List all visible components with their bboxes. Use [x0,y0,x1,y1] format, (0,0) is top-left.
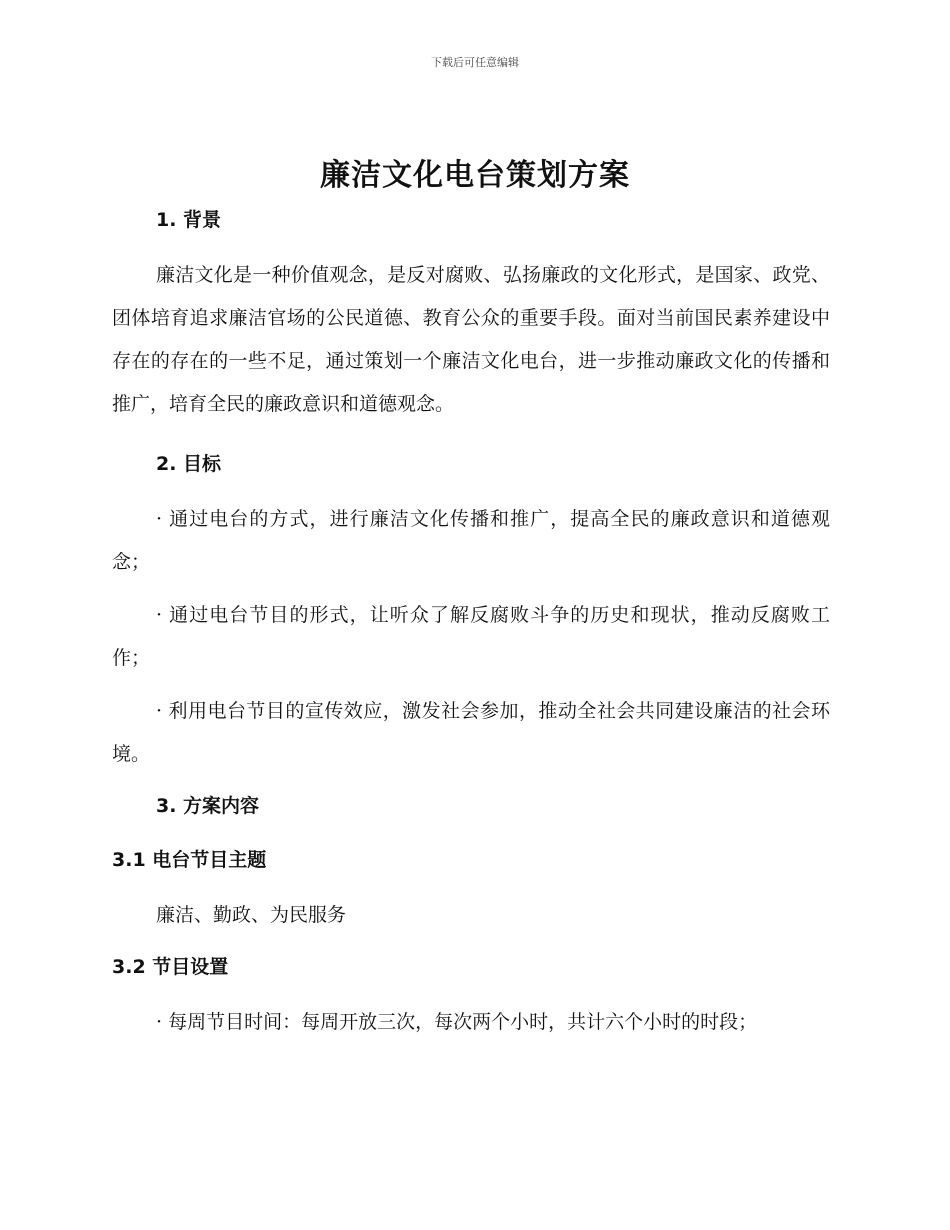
document-body [112,200,830,1054]
goal-item: · 利用电台节目的宣传效应，激发社会参加，推动全社会共同建设廉洁的社会环境。 [112,700,830,765]
settings-item: · 每周节目时间：每周开放三次，每次两个小时，共计六个小时的时段； [156,1011,758,1033]
theme-text: 廉洁、勤政、为民服务 [156,904,347,926]
document-title: 廉洁文化电台策划方案 [320,158,630,193]
background-paragraph: 廉洁文化是一种价值观念，是反对腐败、弘扬廉政的文化形式，是国家、政党、团体培育追求廉洁官场的公民道德、教育公众的重要手段。面对当前国民素养建设中存在的存在的一些不足，通过策划一个廉洁文化电台，进一步推动廉政文化的传播和推广，培育全民的廉政意识和道德观念。 [112,264,830,415]
subsection-heading-theme: 3.1 电台节目主题 [112,849,267,871]
goal-item: · 通过电台的方式，进行廉洁文化传播和推广，提高全民的廉政意识和道德观念； [112,508,830,573]
section-heading-plan: 3. 方案内容 [156,795,260,817]
subsection-heading-settings: 3.2 节目设置 [112,956,229,978]
header-note: 下载后可任意编辑 [431,56,519,69]
goal-item: · 通过电台节目的形式，让听众了解反腐败斗争的历史和现状，推动反腐败工作； [112,604,830,669]
section-heading-background: 1. 背景 [156,209,222,231]
section-heading-goals: 2. 目标 [156,453,222,475]
